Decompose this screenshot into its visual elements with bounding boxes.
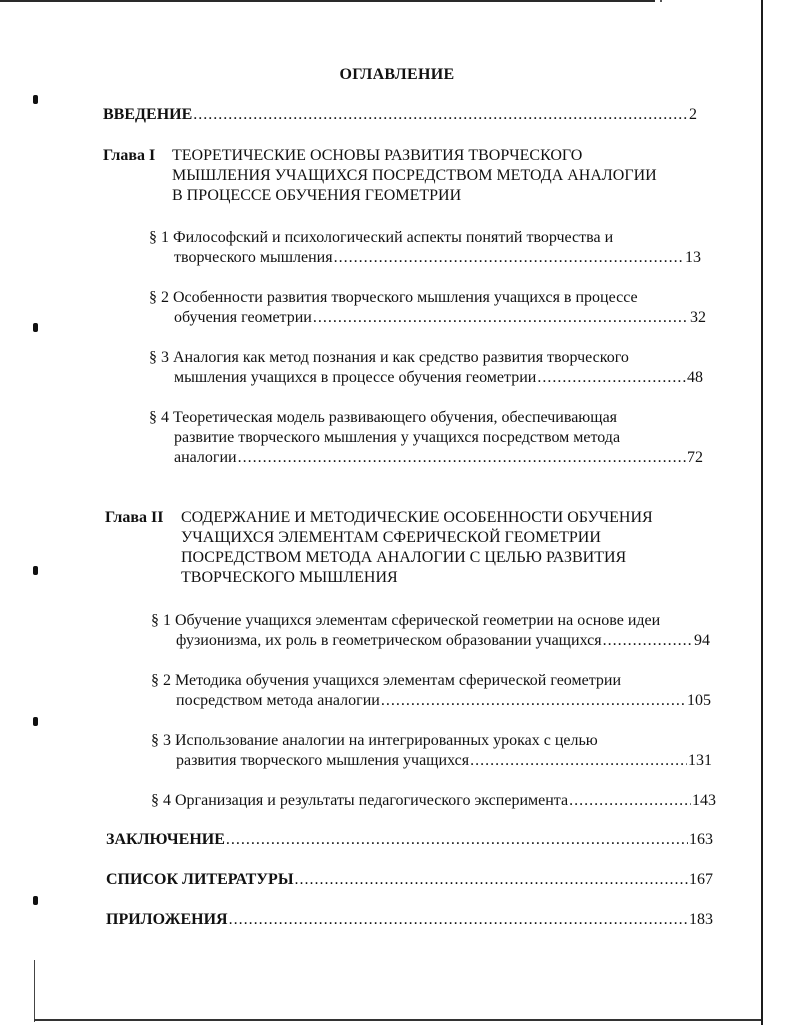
section-title-line: § 4 Теоретическая модель развивающего обучения, обеспечивающая — [149, 409, 618, 426]
binding-hole-mark — [33, 95, 38, 104]
binding-hole-mark — [33, 566, 38, 575]
binding-hole-mark — [33, 323, 38, 332]
chapter-title-line: ПОСРЕДСТВОМ МЕТОДА АНАЛОГИИ С ЦЕЛЬЮ РАЗВИТИЯ — [181, 549, 627, 566]
toc-section-1-2[interactable] — [149, 288, 706, 328]
page-number: 105 — [687, 692, 711, 709]
dot-leader — [381, 691, 686, 711]
section-title-line: посредством метода аналогии — [176, 692, 380, 709]
toc-entry-label: СПИСОК ЛИТЕРАТУРЫ — [106, 871, 294, 888]
chapter-title-line: В ПРОЦЕССЕ ОБУЧЕНИЯ ГЕОМЕТРИИ — [172, 187, 462, 204]
toc-section-1-3[interactable] — [149, 348, 703, 388]
page-number: 72 — [687, 449, 703, 466]
toc-section-2-2[interactable] — [151, 671, 711, 711]
page-number: 183 — [689, 911, 713, 928]
chapter-title — [181, 508, 653, 588]
section-title-line: § 4 Организация и результаты педагогического эксперимента — [151, 792, 569, 809]
dot-leader — [238, 448, 686, 468]
section-title-line: творческого мышления — [174, 249, 333, 266]
section-title-line: фузионизма, их роль в геометрическом образовании учащихся — [176, 632, 602, 649]
section-title-line: § 1 Философский и психологический аспекты понятий творчества и — [149, 229, 614, 246]
page-number: 131 — [688, 752, 712, 769]
toc-entry-label: ЗАКЛЮЧЕНИЕ — [106, 831, 225, 848]
chapter-title — [172, 146, 657, 206]
dot-leader — [603, 631, 693, 651]
chapter-title-line: СОДЕРЖАНИЕ И МЕТОДИЧЕСКИЕ ОСОБЕННОСТИ ОБУЧЕНИЯ — [181, 509, 653, 526]
page-title: ОГЛАВЛЕНИЕ — [339, 66, 455, 83]
dot-leader — [295, 870, 688, 890]
section-title-line: § 2 Особенности развития творческого мышления учащихся в процессе — [149, 289, 638, 306]
page-number: 163 — [689, 831, 713, 848]
dot-leader — [193, 105, 688, 125]
scan-edge-right — [761, 0, 763, 1025]
section-title-line: развития творческого мышления учащихся — [176, 752, 470, 769]
dot-leader — [229, 910, 688, 930]
scan-edge-bottom — [34, 1019, 761, 1021]
dot-leader — [569, 791, 691, 811]
section-title-line: § 1 Обучение учащихся элементам сферической геометрии на основе идеи — [151, 612, 661, 629]
chapter-title-line: ТВОРЧЕСКОГО МЫШЛЕНИЯ — [181, 569, 398, 586]
page-number: 143 — [692, 792, 716, 809]
chapter-label: Глава II — [105, 509, 164, 526]
toc-entry-conclusion[interactable] — [106, 830, 713, 850]
section-title-line: мышления учащихся в процессе обучения геометрии — [174, 369, 537, 386]
scan-edge-top — [0, 0, 655, 2]
toc-entry-label: ВВЕДЕНИЕ — [103, 106, 193, 123]
section-title-line: аналогии — [174, 449, 237, 466]
section-title-line: обучения геометрии — [174, 309, 312, 326]
toc-entry-appendix[interactable] — [106, 910, 713, 930]
page-number: 167 — [689, 871, 713, 888]
chapter-title-line: ТЕОРЕТИЧЕСКИЕ ОСНОВЫ РАЗВИТИЯ ТВОРЧЕСКОГО — [172, 147, 583, 164]
section-title-line: развитие творческого мышления у учащихся посредством метода — [174, 429, 621, 446]
toc-section-2-4[interactable] — [151, 791, 716, 811]
toc-section-2-3[interactable] — [151, 731, 712, 771]
page-number: 2 — [689, 106, 697, 123]
dot-leader — [537, 368, 686, 388]
dot-leader — [226, 830, 688, 850]
toc-entry-references[interactable] — [106, 870, 713, 890]
toc-section-1-4[interactable] — [149, 408, 703, 468]
chapter-2-heading — [105, 508, 735, 590]
page-number: 94 — [694, 632, 710, 649]
chapter-title-line: МЫШЛЕНИЯ УЧАЩИХСЯ ПОСРЕДСТВОМ МЕТОДА АНАЛОГИИ — [172, 167, 657, 184]
dot-leader — [470, 751, 687, 771]
toc-section-2-1[interactable] — [151, 611, 710, 651]
page-number: 13 — [685, 249, 701, 266]
section-title-line: § 3 Использование аналогии на интегрированных уроках с целью — [151, 732, 598, 749]
toc-section-1-1[interactable] — [149, 228, 701, 268]
page-number: 48 — [687, 369, 703, 386]
dot-leader — [334, 248, 684, 268]
page-number: 32 — [690, 309, 706, 326]
scan-speck — [660, 0, 662, 2]
dot-leader — [313, 308, 689, 328]
chapter-title-line: УЧАЩИХСЯ ЭЛЕМЕНТАМ СФЕРИЧЕСКОЙ ГЕОМЕТРИИ — [181, 529, 601, 546]
binding-hole-mark — [33, 896, 38, 905]
toc-entry-label: ПРИЛОЖЕНИЯ — [106, 911, 228, 928]
scan-edge-left — [34, 960, 35, 1022]
section-title-line: § 2 Методика обучения учащихся элементам сферической геометрии — [151, 672, 622, 689]
chapter-1-heading — [103, 146, 723, 208]
binding-hole-mark — [33, 717, 38, 726]
chapter-label: Глава I — [103, 147, 156, 164]
section-title-line: § 3 Аналогия как метод познания и как средство развития творческого — [149, 349, 629, 366]
toc-entry-introduction[interactable] — [103, 105, 697, 125]
